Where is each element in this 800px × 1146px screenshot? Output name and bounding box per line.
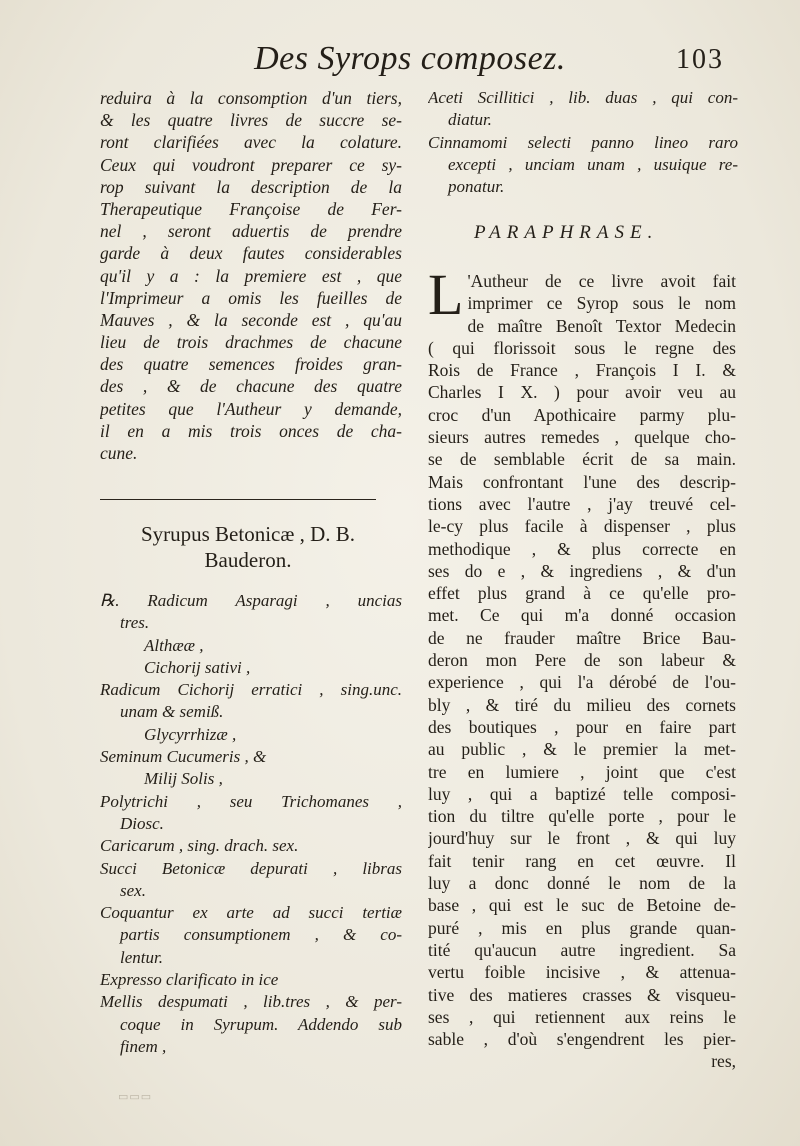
recipe-line: ℞. Radicum Asparagi , uncias xyxy=(100,591,402,610)
paraphrase-line: de maître Benoît Textor Medecin xyxy=(467,315,736,336)
page-number: 103 xyxy=(676,44,724,75)
paraphrase-line: croc d'un Apothicaire parmy plu- xyxy=(428,404,736,425)
catchword: res, xyxy=(711,1051,736,1072)
recipe-heading xyxy=(100,521,396,573)
paraphrase-text xyxy=(428,262,736,1073)
recipe-heading-line-1: Syrupus Betonicæ , D. B. xyxy=(140,522,356,546)
paraphrase-line: sable , d'où s'engendrent les pier- xyxy=(428,1029,736,1050)
faint-library-stamp: ▭▭▭ xyxy=(118,1091,153,1103)
intro-line: garde à deux fautes considerables xyxy=(100,243,402,264)
recipe-line: Cichorij sativi , xyxy=(144,657,251,677)
paraphrase-line: bly , & tiré du milieu des cornets xyxy=(428,694,736,715)
latin-line: Aceti Scillitici , lib. duas , qui con- xyxy=(428,88,738,107)
recipe-line: Glycyrrhizæ , xyxy=(144,724,237,744)
recipe-line: lentur. xyxy=(120,947,163,967)
intro-line: des , & de chacune des quatre xyxy=(100,376,402,397)
paraphrase-line: se de semblable écrit de sa main. xyxy=(428,449,736,470)
recipe-line: Mellis despumati , lib.tres , & per- xyxy=(100,992,402,1012)
paraphrase-heading: PARAPHRASE. xyxy=(474,222,659,243)
intro-line: & les quatre livres de succre se- xyxy=(100,110,402,131)
paraphrase-line: tions avec l'autre , j'ay treuvé cel- xyxy=(428,493,736,514)
paraphrase-line: effet plus grand à ce qu'elle pro- xyxy=(428,583,736,604)
paraphrase-line: methodique , & plus correcte en xyxy=(428,538,736,559)
intro-paragraph xyxy=(100,87,402,464)
paraphrase-line: met. Ce qui m'a donné occasion xyxy=(428,605,736,626)
intro-line: l'Imprimeur a omis les fueilles de xyxy=(100,287,402,308)
running-title: Des Syrops composez. xyxy=(254,40,566,77)
recipe-heading-line-2: Bauderon. xyxy=(204,548,292,572)
paraphrase-line: des boutiques , pour en faire part xyxy=(428,716,736,737)
right-column-latin xyxy=(428,87,738,198)
paraphrase-line: Rois de France , François I I. & xyxy=(428,360,736,381)
paraphrase-line: vertu foible incisive , & attenua- xyxy=(428,962,736,983)
paraphrase-line: Charles I X. ) pour avoir veu au xyxy=(428,382,736,403)
paraphrase-line: tive des matieres crasses & visqueu- xyxy=(428,984,736,1005)
latin-line: ponatur. xyxy=(448,177,505,197)
paraphrase-line: puré , mis en plus grande quan- xyxy=(428,917,736,938)
recipe-line: finem , xyxy=(120,1036,167,1056)
paraphrase-line: tion du tiltre qu'elle porte , pour le xyxy=(428,806,736,827)
paraphrase-line: sieurs autres remedes , quelque cho- xyxy=(428,427,736,448)
intro-line: ront clarifiées avec la colature. xyxy=(100,132,402,153)
recipe-line: sex. xyxy=(120,880,146,900)
intro-line: nel , seront aduertis de prendre xyxy=(100,221,402,242)
recipe-line: Diosc. xyxy=(120,813,164,833)
intro-line: Ceux qui voudront preparer ce sy- xyxy=(100,154,402,175)
left-column-intro xyxy=(100,87,402,464)
paraphrase-line: Mais confrontant l'une des descrip- xyxy=(428,471,736,492)
paraphrase-line: de ne frauder maître Brice Bau- xyxy=(428,627,736,648)
paraphrase-line: deron mon Pere de son labeur & xyxy=(428,650,736,671)
intro-line: des quatre semences froides gran- xyxy=(100,354,402,375)
recipe-ingredients xyxy=(100,590,402,1058)
running-head xyxy=(0,40,800,90)
latin-line: Cinnamomi selecti panno lineo raro xyxy=(428,132,738,152)
section-divider xyxy=(100,499,376,500)
paraphrase-line: tité qu'aucun autre ingredient. Sa xyxy=(428,939,736,960)
recipe-line: Succi Betonicæ depurati , libras xyxy=(100,858,402,878)
recipe-line: Coquantur ex arte ad succi tertiæ xyxy=(100,903,402,923)
recipe-line: Caricarum , sing. drach. sex. xyxy=(100,836,299,856)
paraphrase-line: ses , qui retiennent aux reins le xyxy=(428,1006,736,1027)
paraphrase-line: luy a donc donné le nom de la xyxy=(428,873,736,894)
intro-line: lieu de trois drachmes de chacune xyxy=(100,332,402,353)
paraphrase-line: fait tenir rang en cet œuvre. Il xyxy=(428,850,736,871)
latin-line: diatur. xyxy=(448,110,492,130)
recipe-line: Expresso clarificato in ice xyxy=(100,970,279,990)
recipe-line: Seminum Cucumeris , & xyxy=(100,747,267,767)
recipe-line: tres. xyxy=(120,613,150,633)
paraphrase-line: au public , & le premier la met- xyxy=(428,739,736,760)
paraphrase-line: experience , qui l'a dérobé de l'ou- xyxy=(428,672,736,693)
paraphrase-line: le-cy plus facile à dispenser , plus xyxy=(428,516,736,537)
recipe-line: Milij Solis , xyxy=(144,769,223,789)
paraphrase-line: imprimer ce Syrop sous le nom xyxy=(467,293,736,314)
recipe-line: unam & semiß. xyxy=(120,702,224,722)
recipe-line: partis consumptionem , & co- xyxy=(120,925,402,945)
paraphrase-line: luy , qui a baptizé telle composi- xyxy=(428,783,736,804)
paraphrase-line: tre en lumiere , joint que c'est xyxy=(428,761,736,782)
paraphrase-line: ( qui florissoit sous le regne des xyxy=(428,337,736,358)
recipe-line: coque in Syrupum. Addendo sub xyxy=(120,1014,402,1034)
intro-line: il en a mis trois onces de cha- xyxy=(100,420,402,441)
intro-line: Mauves , & la seconde est , qu'au xyxy=(100,309,402,330)
paraphrase-line: base , qui est le suc de Betoine de- xyxy=(428,895,736,916)
intro-line: qu'il y a : la premiere est , que xyxy=(100,265,402,286)
intro-line: reduira à la consomption d'un tiers, xyxy=(100,88,402,108)
paraphrase-line: jourd'huy sur le front , & qui luy xyxy=(428,828,736,849)
paraphrase-line: 'Autheur de ce livre avoit fait xyxy=(467,271,736,291)
intro-line: rop suivant la description de la xyxy=(100,176,402,197)
paraphrase-line: ses do e , & ingrediens , & d'un xyxy=(428,560,736,581)
intro-line: cune. xyxy=(100,443,138,463)
recipe-line: Polytrichi , seu Trichomanes , xyxy=(100,791,402,811)
latin-line: excepti , unciam unam , usuique re- xyxy=(448,154,738,174)
intro-line: Therapeutique Françoise de Fer- xyxy=(100,198,402,219)
drop-cap: L xyxy=(428,262,464,327)
recipe-line: Radicum Cichorij erratici , sing.unc. xyxy=(100,680,402,700)
recipe-line: Althææ , xyxy=(144,635,204,655)
intro-line: petites que l'Autheur y demande, xyxy=(100,398,402,419)
